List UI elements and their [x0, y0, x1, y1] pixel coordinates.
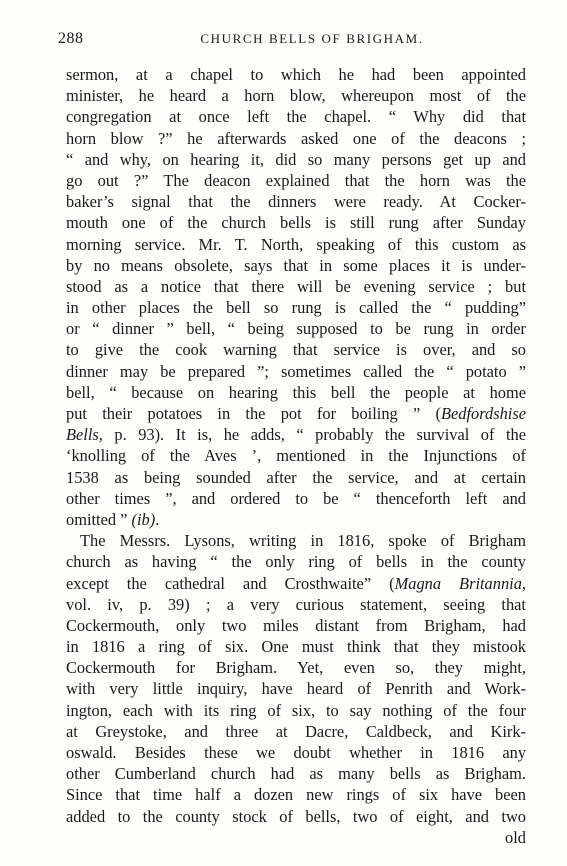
text-line: Cockermouth, only two miles distant from Brigham, had	[66, 615, 526, 635]
text-line: go out ?” The deacon explained that the horn was the	[66, 170, 526, 190]
text-line: bell, “ because on hearing this bell the people at home	[66, 382, 526, 402]
text-line: put their potatoes in the pot for boiling ” (Bedfordshise	[66, 404, 526, 423]
text-line: mouth one of the church bells is still rung after Sunday	[66, 213, 526, 233]
text-line: other times ”, and ordered to be “ thenceforth left and	[66, 488, 526, 508]
text-line: except the cathedral and Crosthwaite” (Magna Britannia,	[66, 573, 526, 593]
text-line: The Messrs. Lysons, writing in 1816, spoke of Brigham	[80, 531, 526, 551]
text-line: with very little inquiry, have heard of Penrith and Work-	[66, 679, 526, 699]
text-line: or “ dinner ” bell, “ being supposed to be rung in order	[66, 319, 526, 339]
text-line: sermon, at a chapel to which he had been appointed	[66, 65, 526, 84]
text-line: congregation at once left the chapel. “ Why did that	[66, 107, 526, 127]
page-number: 288	[58, 30, 84, 47]
text-line: by no means obsolete, says that in some places it is under-	[66, 255, 526, 275]
text-line: to give the cook warning that service is over, and so	[66, 340, 526, 360]
text-line: Bells, p. 93). It is, he adds, “ probably the survival of the	[66, 425, 526, 445]
text-line: baker’s signal that the dinners were ready. At Cocker-	[66, 192, 526, 212]
text-line: other Cumberland church had as many bells as Brigham.	[66, 764, 526, 784]
text-line: at Greystoke, and three at Dacre, Caldbeck, and Kirk-	[66, 721, 526, 741]
catchword: old	[505, 827, 526, 847]
text-line: 1538 as being sounded after the service, and at certain	[66, 467, 526, 487]
paragraph-1	[66, 64, 526, 530]
text-line: oswald. Besides these we doubt whether in 1816 any	[66, 743, 526, 762]
text-line: in other places the bell so rung is called the “ pudding”	[66, 298, 526, 318]
running-head: CHURCH BELLS OF BRIGHAM.	[200, 31, 424, 46]
text-line: Cockermouth for Brigham. Yet, even so, they might,	[66, 658, 526, 678]
text-line: in 1816 a ring of six. One must think that they mistook	[66, 637, 526, 657]
text-line: vol. iv, p. 39) ; a very curious statement, seeing that	[66, 594, 526, 614]
text-line: Since that time half a dozen new rings of six have been	[66, 785, 526, 805]
text-line: stood as a notice that there will be evening service ; but	[66, 276, 526, 296]
text-line: dinner may be prepared ”; sometimes called the “ potato ”	[66, 361, 526, 381]
text-line: omitted ” (ib).	[66, 509, 160, 529]
text-line: morning service. Mr. T. North, speaking of this custom as	[66, 234, 526, 254]
text-line: horn blow ?” he afterwards asked one of the deacons ;	[66, 128, 526, 148]
page-header	[58, 30, 526, 50]
text-line: church as having “ the only ring of bells in the county	[66, 552, 526, 572]
text-line: minister, he heard a horn blow, whereupon most of the	[66, 86, 526, 106]
body-text	[66, 64, 526, 848]
text-line: ‘knolling of the Aves ’, mentioned in the Injunctions of	[66, 446, 526, 466]
text-line: added to the county stock of bells, two of eight, and two	[66, 806, 526, 826]
text-line: “ and why, on hearing it, did so many persons get up and	[66, 149, 526, 169]
paragraph-2	[66, 530, 526, 827]
text-line: ington, each with its ring of six, to say nothing of the four	[66, 700, 526, 720]
